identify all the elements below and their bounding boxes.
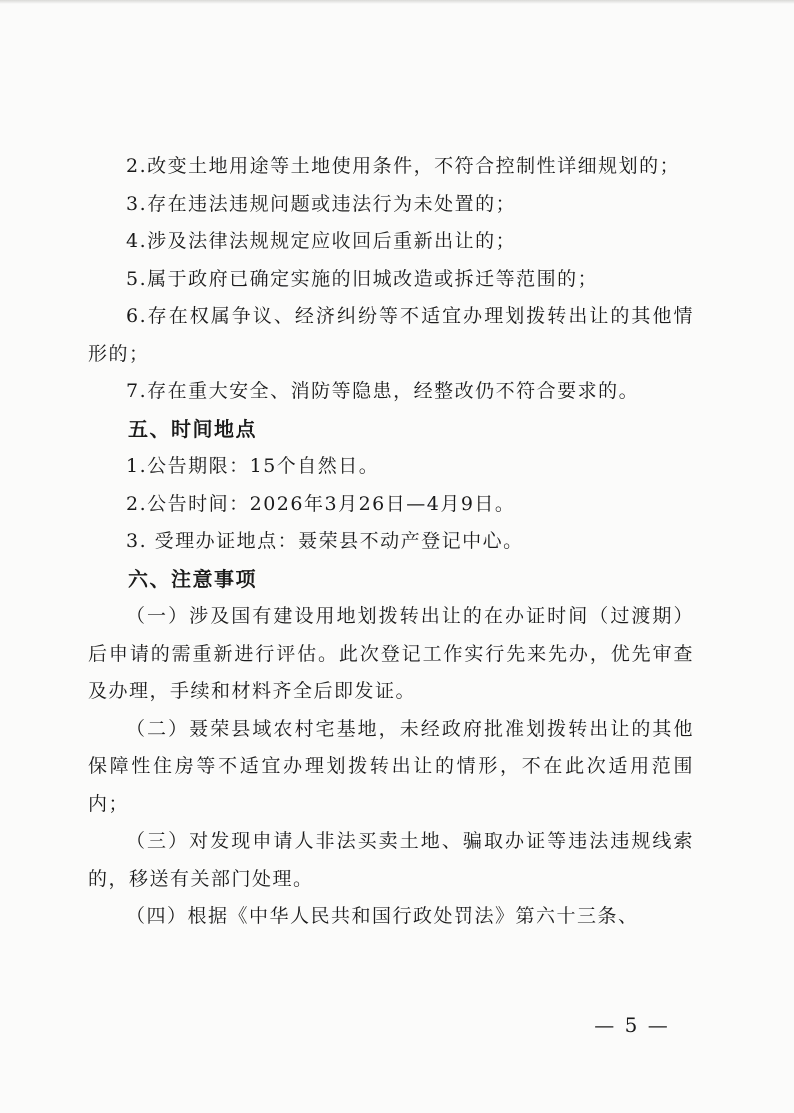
note-1: （一）涉及国有建设用地划拨转出让的在办证时间（过渡期）后申请的需重新进行评估。此次登记工作实行先来先办，优先审查及办理，手续和材料齐全后即发证。 — [88, 605, 694, 702]
list-item-6: 6.存在权属争议、经济纠纷等不适宜办理划拨转出让的其他情形的； — [88, 305, 694, 365]
office-location: 3. 受理办证地点：聂荣县不动产登记中心。 — [126, 530, 524, 552]
scan-top-edge — [0, 0, 794, 4]
notice-period: 1.公告期限：15个自然日。 — [126, 455, 380, 477]
section-heading-time-location: 五、时间地点 — [128, 416, 257, 441]
list-item-2: 2.改变土地用途等土地使用条件，不符合控制性详细规划的； — [126, 155, 681, 177]
section-heading-notes: 六、注意事项 — [128, 566, 257, 591]
list-item-5: 5.属于政府已确定实施的旧城改造或拆迁等范围的； — [126, 267, 599, 290]
note-2: （二）聂荣县域农村宅基地，未经政府批准划拨转出让的其他保障性住房等不适宜办理划拨转出让的情形，不在此次适用范围内； — [88, 717, 694, 815]
list-item-3: 3.存在违法违规问题或违法行为未处置的； — [126, 192, 517, 215]
note-4: （四）根据《中华人民共和国行政处罚法》第六十三条、 — [126, 905, 639, 927]
list-item-7: 7.存在重大安全、消防等隐患，经整改仍不符合要求的。 — [126, 380, 640, 402]
note-3: （三）对发现申请人非法买卖土地、骗取办证等违法违规线索的，移送有关部门处理。 — [88, 830, 694, 890]
notice-time: 2.公告时间：2026年3月26日—4月9日。 — [126, 492, 516, 515]
document-body — [88, 148, 694, 936]
list-item-4: 4.涉及法律法规规定应收回后重新出让的； — [126, 230, 517, 252]
page-number: — 5 — — [594, 1013, 670, 1037]
